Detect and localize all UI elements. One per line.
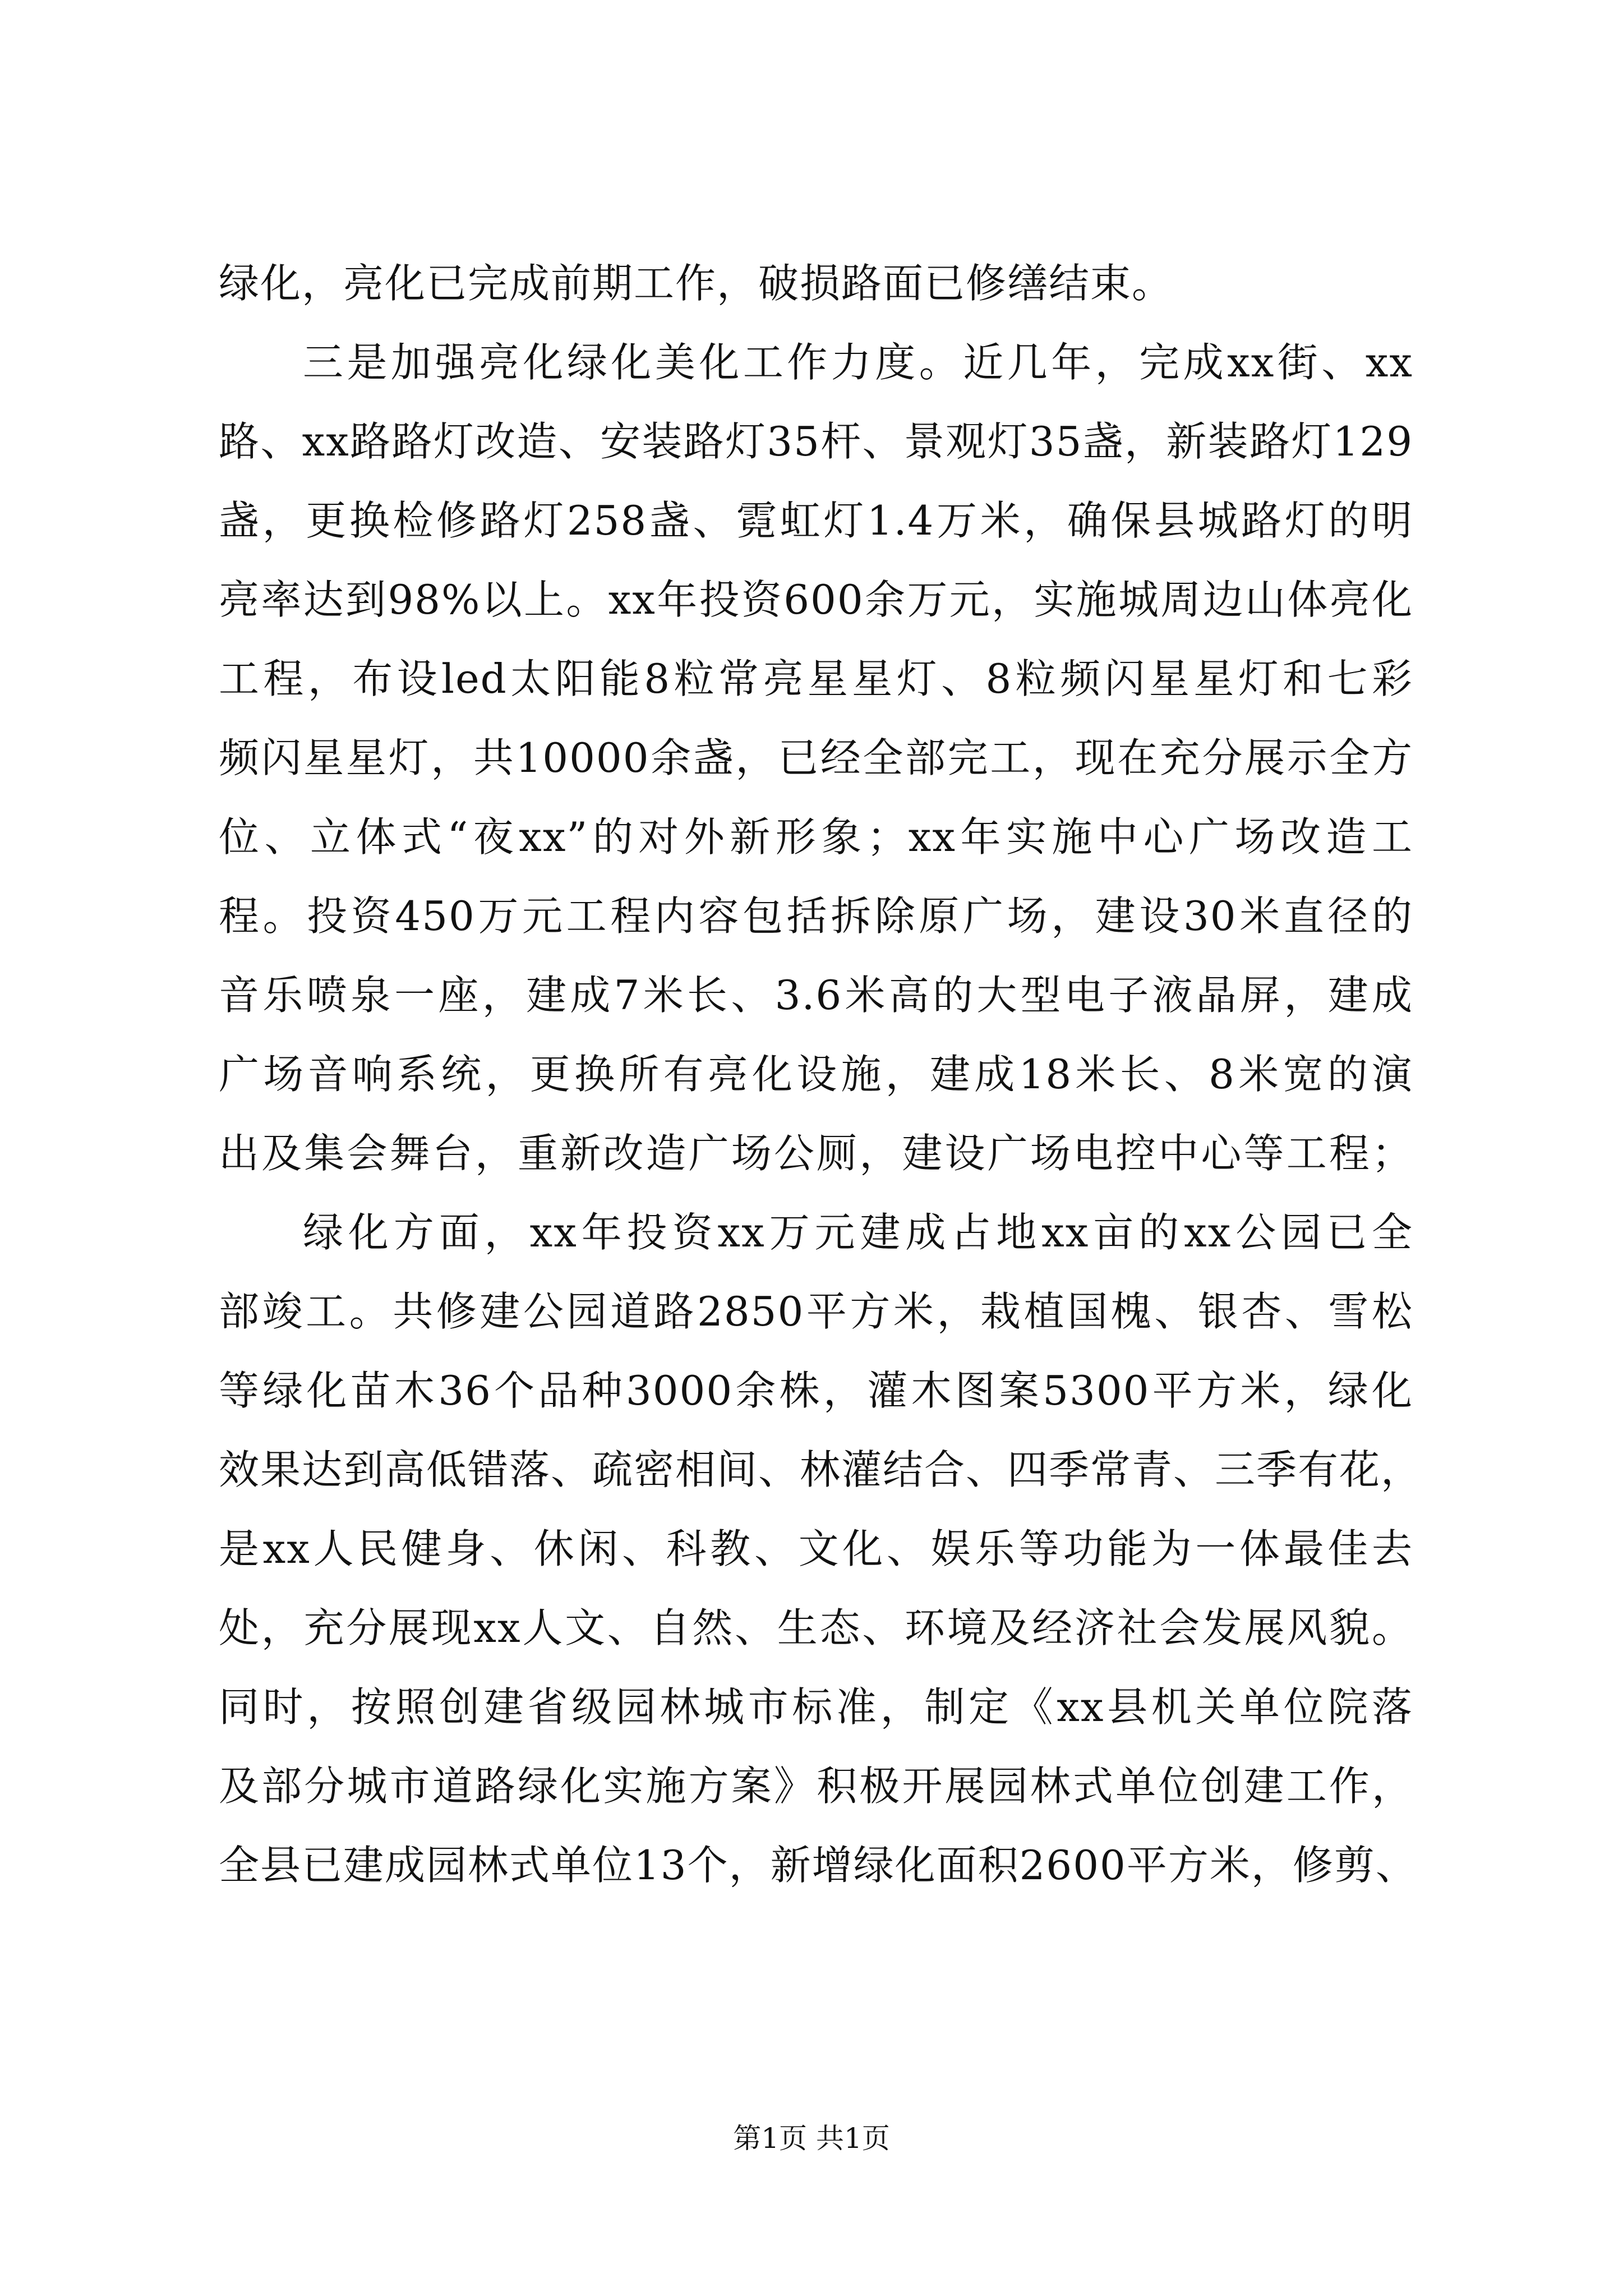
text-line: 路、xx路路灯改造、安装路灯35杆、景观灯35盏，新装路灯129 — [219, 418, 1413, 465]
text-line: 绿化，亮化已完成前期工作，破损路面已修缮结束。 — [219, 260, 1174, 307]
page-footer: 第1页 共1页 — [733, 2122, 890, 2155]
text-line: 处，充分展现xx人文、自然、生态、环境及经济社会发展风貌。 — [219, 1604, 1413, 1651]
text-line: 工程，布设led太阳能8粒常亮星星灯、8粒频闪星星灯和七彩 — [219, 655, 1413, 702]
text-line: 是xx人民健身、休闲、科教、文化、娱乐等功能为一体最佳去 — [219, 1525, 1413, 1572]
text-line: 广场音响系统，更换所有亮化设施，建成18米长、8米宽的演 — [219, 1051, 1413, 1098]
text-line: 等绿化苗木36个品种3000余株，灌木图案5300平方米，绿化 — [219, 1367, 1413, 1414]
text-line: 绿化方面，xx年投资xx万元建成占地xx亩的xx公园已全 — [303, 1209, 1413, 1256]
text-line: 程。投资450万元工程内容包括拆除原广场，建设30米直径的 — [219, 892, 1413, 940]
text-line: 全县已建成园林式单位13个，新增绿化面积2600平方米，修剪、 — [219, 1842, 1417, 1889]
text-line: 音乐喷泉一座，建成7米长、3.6米高的大型电子液晶屏，建成 — [219, 972, 1413, 1019]
text-line: 出及集会舞台，重新改造广场公厕，建设广场电控中心等工程； — [219, 1130, 1413, 1177]
text-line: 部竣工。共修建公园道路2850平方米，栽植国槐、银杏、雪松 — [219, 1288, 1413, 1335]
text-line: 位、立体式“夜xx”的对外新形象；xx年实施中心广场改造工 — [219, 813, 1413, 861]
text-line: 盏，更换检修路灯258盏、霓虹灯1.4万米，确保县城路灯的明 — [219, 497, 1413, 544]
text-line: 亮率达到98%以上。xx年投资600余万元，实施城周边山体亮化 — [219, 576, 1413, 623]
text-line: 及部分城市道路绿化实施方案》积极开展园林式单位创建工作， — [219, 1763, 1413, 1810]
text-line: 同时，按照创建省级园林城市标准，制定《xx县机关单位院落 — [219, 1683, 1413, 1731]
text-line: 效果达到高低错落、疏密相间、林灌结合、四季常青、三季有花， — [219, 1446, 1423, 1493]
text-line: 频闪星星灯，共10000余盏，已经全部完工，现在充分展示全方 — [219, 734, 1413, 781]
text-line: 三是加强亮化绿化美化工作力度。近几年，完成xx街、xx — [303, 339, 1413, 386]
